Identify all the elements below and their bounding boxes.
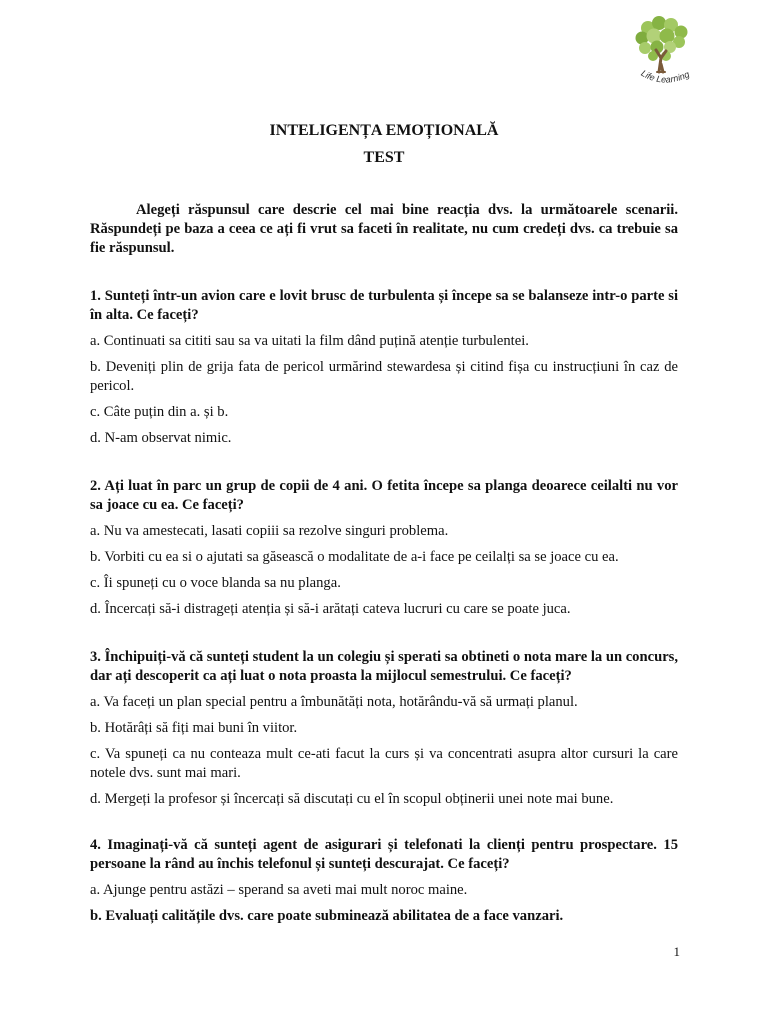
question-title: 1. Sunteți într-un avion care e lovit brusc de turbulenta și începe sa se balanseze intr-o parte si în alta. Ce faceți?	[90, 288, 678, 323]
question-4	[90, 836, 678, 933]
answer-option: d. Mergeți la profesor și încercați să discutați cu el în scopul obținerii unei note mai bune.	[90, 791, 614, 807]
question-title: 4. Imaginați-vă că sunteți agent de asigurari și telefonati la clienți pentru prospectare. 15 persoane la rând au închis telefonul și sunteți descurajat. Ce faceți?	[90, 837, 678, 872]
page-number: 1	[673, 944, 680, 959]
question-1	[90, 287, 678, 455]
question-3	[90, 648, 678, 816]
answer-option: c. Câte puțin din a. și b.	[90, 404, 229, 420]
question-title: 3. Închipuiți-vă că sunteți student la un colegiu și sperati sa obtineti o nota mare la un concurs, dar ați descoperit ca ați luat o nota proasta la mijlocul semestrului. Ce faceți?	[90, 649, 678, 684]
tree-canopy	[636, 16, 688, 61]
answer-option: d. Încercați să-i distrageți atenția și să-i arătați cateva lucruri cu care se poate juca.	[90, 601, 571, 617]
question-2	[90, 477, 678, 626]
instructions-paragraph: Alegeți răspunsul care descrie cel mai bine reacția dvs. la următoarele scenarii. Răspundeți pe baza a ceea ce ați fi vrut sa faceti în realitate, nu cum credeți dvs. ca trebuie sa fie răspunsul.	[90, 202, 678, 256]
answer-option: a. Nu va amestecati, lasati copiii sa rezolve singuri problema.	[90, 523, 449, 539]
answer-option: b. Hotărâți să fiți mai buni în viitor.	[90, 720, 298, 736]
logo-text: Life Learning	[639, 67, 691, 85]
answer-option: c. Va spuneți ca nu conteaza mult ce-ati facut la curs și va concentrati asupra altor cursuri la care notele dvs. sunt mai mari.	[90, 746, 678, 781]
answer-option: b. Evaluați calitățile dvs. care poate subminează abilitatea de a face vanzari.	[90, 908, 564, 924]
document-title: INTELIGENȚA EMOȚIONALĂ	[269, 122, 499, 139]
tree-logo-icon	[626, 14, 704, 94]
question-title: 2. Ați luat în parc un grup de copii de 4 ani. O fetita începe sa planga deoarece ceilalti nu vor sa joace cu ea. Ce faceți?	[90, 478, 678, 513]
answer-option: a. Ajunge pentru astăzi – sperand sa aveti mai mult noroc maine.	[90, 882, 468, 898]
life-learning-logo	[626, 14, 704, 94]
answer-option: b. Vorbiti cu ea si o ajutati sa găsească o modalitate de a-i face pe ceilalți sa se joace cu ea.	[90, 549, 619, 565]
answer-option: b. Deveniți plin de grija fata de pericol urmărind stewardesa și citind fișa cu instrucțiuni în caz de pericol.	[90, 359, 678, 394]
document-subtitle: TEST	[363, 149, 405, 166]
answer-option: a. Va faceți un plan special pentru a îmbunătăți nota, hotărându-vă să urmați planul.	[90, 694, 578, 710]
answer-option: a. Continuati sa cititi sau sa va uitati la film dând puțină atenție turbulentei.	[90, 333, 529, 349]
tree-trunk	[656, 50, 666, 72]
answer-option: d. N-am observat nimic.	[90, 430, 232, 446]
answer-option: c. Îi spuneți cu o voce blanda sa nu planga.	[90, 575, 341, 591]
